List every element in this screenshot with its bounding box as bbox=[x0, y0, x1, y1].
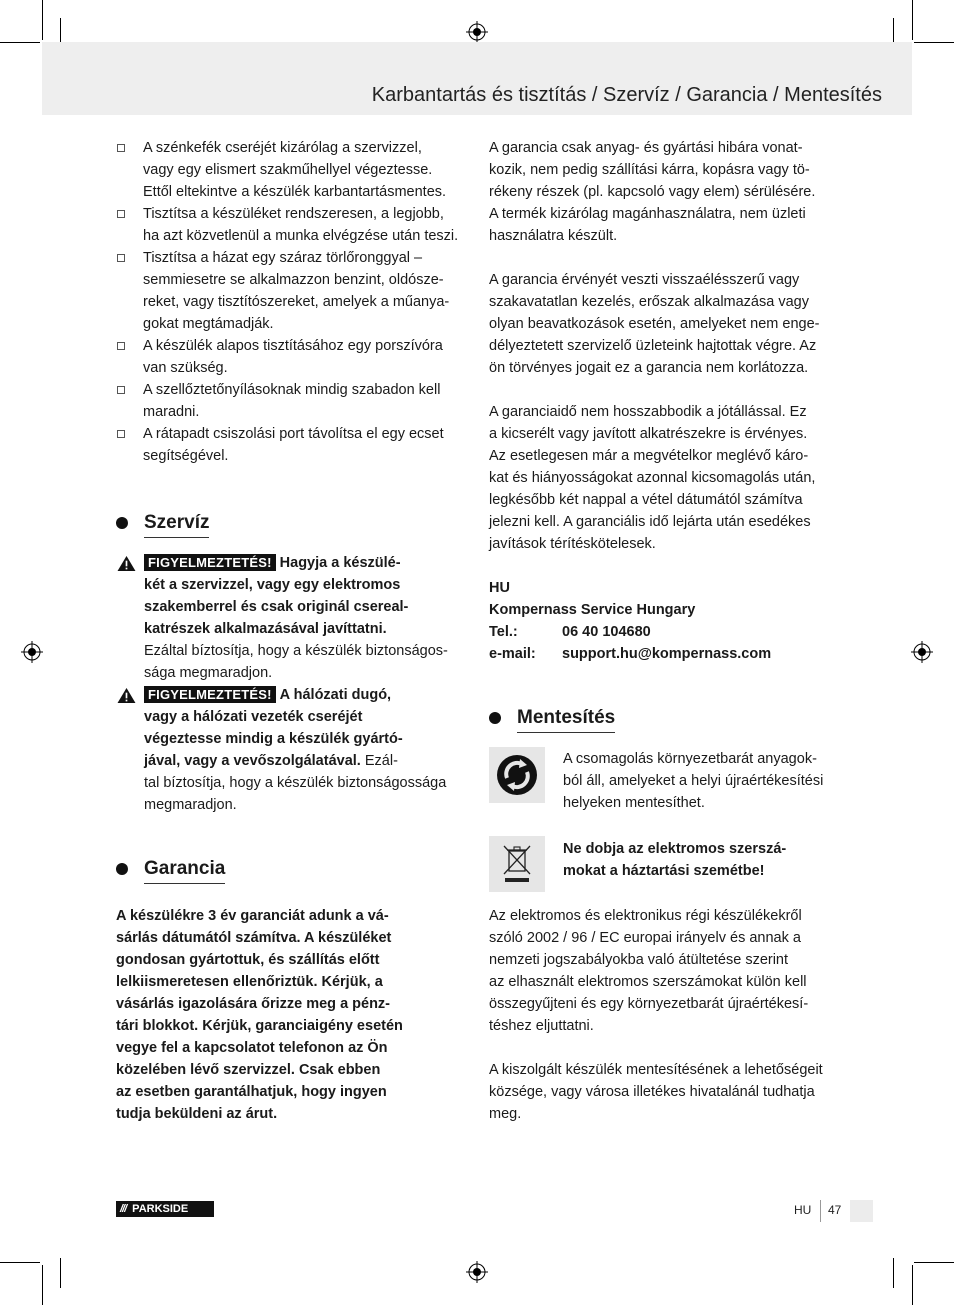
disposal-paragraph bbox=[489, 905, 841, 1037]
crop-mark bbox=[42, 0, 43, 40]
right-column bbox=[489, 137, 841, 1125]
maintenance-item bbox=[116, 203, 466, 247]
text-line: mokat a háztartási szemétbe! bbox=[563, 863, 765, 879]
maintenance-item bbox=[116, 379, 466, 423]
page-number: 47 bbox=[828, 1203, 842, 1217]
registration-mark-icon bbox=[911, 641, 933, 663]
text-line: olyan beavatkozások esetén, amelyeket nem enge- bbox=[489, 316, 820, 332]
footer-divider bbox=[820, 1200, 821, 1222]
left-column bbox=[116, 137, 466, 1125]
maintenance-item-line: Tisztítsa a készüléket rendszeresen, a legjobb, bbox=[143, 206, 444, 222]
warning-text-line: Hagyja a készülé- bbox=[279, 555, 401, 571]
maintenance-item-line: reket, vagy tisztítószereket, amelyek a műanya- bbox=[143, 294, 450, 310]
text-line: javítások térítéskötelesek. bbox=[489, 536, 656, 552]
crop-mark bbox=[912, 0, 913, 40]
guarantee-paragraph bbox=[489, 269, 841, 379]
warning-note-line: sága megmaradjon. bbox=[144, 665, 273, 681]
maintenance-item bbox=[116, 247, 466, 335]
text-line: az elhasznált elektromos szerszámokat külön kell bbox=[489, 974, 807, 990]
registration-mark-icon bbox=[466, 21, 488, 43]
text-line: A garancia érvényét veszti visszaélésszerű vagy bbox=[489, 272, 800, 288]
text-line: meg. bbox=[489, 1106, 522, 1122]
crossed-bin-icon bbox=[489, 836, 545, 892]
text-line: ön törvényes jogait ez a garancia nem korlátozza. bbox=[489, 360, 809, 376]
maintenance-item-line: gokat megtámadják. bbox=[143, 316, 274, 332]
service-contact bbox=[489, 577, 841, 665]
text-line: A garancia csak anyag- és gyártási hibára vonat- bbox=[489, 140, 803, 156]
packaging-text bbox=[563, 748, 823, 814]
text-line: kat és hiányosságokat azonnal kicsomagolás után, bbox=[489, 470, 816, 486]
text-line: lelkiismeretesen ellenőriztük. Kérjük, a bbox=[116, 974, 383, 990]
warning-text-line: A hálózati dugó, bbox=[279, 687, 392, 703]
crop-mark bbox=[42, 1265, 43, 1305]
logo-slashes: /// bbox=[120, 1203, 127, 1215]
warning-text-line: végeztesse mindig a készülék gyártó- bbox=[144, 731, 403, 747]
contact-email[interactable]: support.hu@kompernass.com bbox=[562, 646, 772, 662]
maintenance-item bbox=[116, 423, 466, 467]
guarantee-paragraph bbox=[489, 401, 841, 555]
disposal-heading: Mentesítés bbox=[489, 705, 841, 733]
text-line: vásárlás igazolására őrizze meg a pénz- bbox=[116, 996, 391, 1012]
maintenance-item-line: A szénkefék cseréjét kizárólag a szervizzel, bbox=[143, 140, 422, 156]
warning-block bbox=[116, 552, 466, 684]
maintenance-list bbox=[116, 137, 466, 467]
text-line: jelezni kell. A garanciális idő lejárta után esedékes bbox=[489, 514, 811, 530]
maintenance-item-line: maradni. bbox=[143, 404, 200, 420]
crop-mark bbox=[914, 1262, 954, 1263]
contact-email-label: e-mail: bbox=[489, 646, 536, 662]
warning-block bbox=[116, 684, 466, 816]
text-line: helyeken mentesíthet. bbox=[563, 795, 705, 811]
footer-language: HU bbox=[794, 1203, 812, 1217]
maintenance-item bbox=[116, 137, 466, 203]
warning-triangle-icon bbox=[116, 555, 137, 572]
maintenance-item-line: A rátapadt csiszolási port távolítsa el egy ecset bbox=[143, 426, 444, 442]
maintenance-item-line: A szellőztetőnyílásoknak mindig szabadon kell bbox=[143, 382, 441, 398]
text-line: A csomagolás környezetbarát anyagok- bbox=[563, 751, 817, 767]
guarantee-heading: Garancia bbox=[116, 856, 466, 884]
warning-note-line: tal bíztosítja, hogy a készülék biztonságossága bbox=[144, 775, 447, 791]
crop-mark bbox=[0, 1262, 40, 1263]
text-line: Az esetlegesen már a megvételkor meglévő káro- bbox=[489, 448, 809, 464]
maintenance-item-line: segítségével. bbox=[143, 448, 229, 464]
text-line: kozik, nem pedig szállítási kárra, kopásra vagy tö- bbox=[489, 162, 810, 178]
recycling-icon bbox=[489, 747, 545, 803]
maintenance-item-line: Ettől eltekintve a készülék karbantartásmentes. bbox=[143, 184, 447, 200]
text-line: az esetben garantálhatjuk, hogy ingyen bbox=[116, 1084, 387, 1100]
text-line: A kiszolgált készülék mentesítésének a lehetőségeit bbox=[489, 1062, 823, 1078]
warning-text-line: katrészek alkalmazásával javíttatni. bbox=[144, 621, 387, 637]
text-line: sárlás dátumától számítva. A készüléket bbox=[116, 930, 392, 946]
warning-note-line: Ezáltal bíztosítja, hogy a készülék biztonságos- bbox=[144, 643, 448, 659]
warning-text-line: két a szervizzel, vagy egy elektromos bbox=[144, 577, 401, 593]
text-line: Az elektromos és elektronikus régi készülékekről bbox=[489, 908, 802, 924]
page-title: Karbantartás és tisztítás / Szervíz / Garancia / Mentesítés bbox=[371, 84, 882, 106]
contact-country: HU bbox=[489, 580, 510, 596]
maintenance-item-line: van szükség. bbox=[143, 360, 228, 376]
parkside-logo bbox=[116, 1201, 214, 1217]
guarantee-paragraph bbox=[489, 137, 841, 247]
logo-text: PARKSIDE bbox=[132, 1203, 189, 1215]
warning-text-line: szakemberrel és csak originál csereal- bbox=[144, 599, 409, 615]
warning-note-line: Ezál- bbox=[364, 753, 398, 769]
text-line: rékeny részek (pl. kapcsoló vagy elem) sérülésére. bbox=[489, 184, 816, 200]
text-line: gondosan gyártottuk, és szállítás előtt bbox=[116, 952, 380, 968]
service-heading: Szervíz bbox=[116, 510, 466, 538]
text-line: Ne dobja az elektromos szerszá- bbox=[563, 841, 787, 857]
packaging-info bbox=[489, 747, 841, 814]
maintenance-item-line: A készülék alapos tisztításához egy porszívóra bbox=[143, 338, 443, 354]
text-line: téshez eljuttatni. bbox=[489, 1018, 594, 1034]
disposal-paragraph bbox=[489, 1059, 841, 1125]
warning-label: FIGYELMEZTETÉS! bbox=[144, 554, 276, 571]
contact-tel: 06 40 104680 bbox=[562, 624, 651, 640]
maintenance-item-line: vagy egy elismert szakműhellyel végeztesse. bbox=[143, 162, 433, 178]
crop-mark bbox=[893, 1258, 894, 1288]
guarantee-bold-text bbox=[116, 905, 466, 1125]
text-line: a kicserélt vagy javított alkatrészekre is érvényes. bbox=[489, 426, 808, 442]
text-line: közelében lévő szervizzel. Csak ebben bbox=[116, 1062, 381, 1078]
warning-triangle-icon bbox=[116, 687, 137, 704]
maintenance-item-line: semmiesetre se alkalmazzon benzint, oldósze- bbox=[143, 272, 444, 288]
warning-text-line: jával, vagy a vevőszolgálatával. bbox=[144, 753, 361, 769]
maintenance-item-line: ha azt közvetlenül a munka elvégzése után teszi. bbox=[143, 228, 459, 244]
registration-mark-icon bbox=[466, 1261, 488, 1283]
text-line: tári blokkot. Kérjük, garanciaigény esetén bbox=[116, 1018, 403, 1034]
maintenance-item-line: Tisztítsa a házat egy száraz törlőronggyal – bbox=[143, 250, 423, 266]
text-line: nemzeti jogszabályokba való átültetése szerint bbox=[489, 952, 789, 968]
text-line: vegye fel a kapcsolatot telefonon az Ön bbox=[116, 1040, 388, 1056]
text-line: A készülékre 3 év garanciát adunk a vá- bbox=[116, 908, 389, 924]
text-line: szóló 2002 / 96 / EC europai irányelv és annak a bbox=[489, 930, 801, 946]
crop-mark bbox=[912, 1265, 913, 1305]
crop-mark bbox=[0, 42, 40, 43]
text-line: községe, vagy városa illetékes hivatalánál tudhatja bbox=[489, 1084, 815, 1100]
text-line: A garanciaidő nem hosszabbodik a jótállással. Ez bbox=[489, 404, 807, 420]
warning-note-line: megmaradjon. bbox=[144, 797, 237, 813]
registration-mark-icon bbox=[21, 641, 43, 663]
text-line: ból áll, amelyeket a helyi újraértékesítési bbox=[563, 773, 824, 789]
contact-tel-label: Tel.: bbox=[489, 624, 518, 640]
maintenance-item bbox=[116, 335, 466, 379]
text-line: A termék kizárólag magánhasználatra, nem üzleti bbox=[489, 206, 806, 222]
text-line: szakavatatlan kezelés, erőszak alkalmazása vagy bbox=[489, 294, 809, 310]
crop-mark bbox=[60, 1258, 61, 1288]
warning-text-line: vagy a hálózati vezeték cseréjét bbox=[144, 709, 363, 725]
text-line: délyeztetett szervizelő üzleteink hajtottak végre. Az bbox=[489, 338, 817, 354]
footer-tab bbox=[850, 1200, 873, 1222]
text-line: használatra készült. bbox=[489, 228, 618, 244]
text-line: legkésőbb két nappal a vétel dátumától számítva bbox=[489, 492, 803, 508]
contact-company: Kompernass Service Hungary bbox=[489, 602, 696, 618]
crop-mark bbox=[914, 42, 954, 43]
warning-label: FIGYELMEZTETÉS! bbox=[144, 686, 276, 703]
text-line: összegyűjteni és egy környezetbarát újraértékesí- bbox=[489, 996, 809, 1012]
bin-info bbox=[489, 836, 841, 892]
text-line: tudja beküldeni az árut. bbox=[116, 1106, 278, 1122]
bin-warning-text bbox=[563, 838, 786, 882]
